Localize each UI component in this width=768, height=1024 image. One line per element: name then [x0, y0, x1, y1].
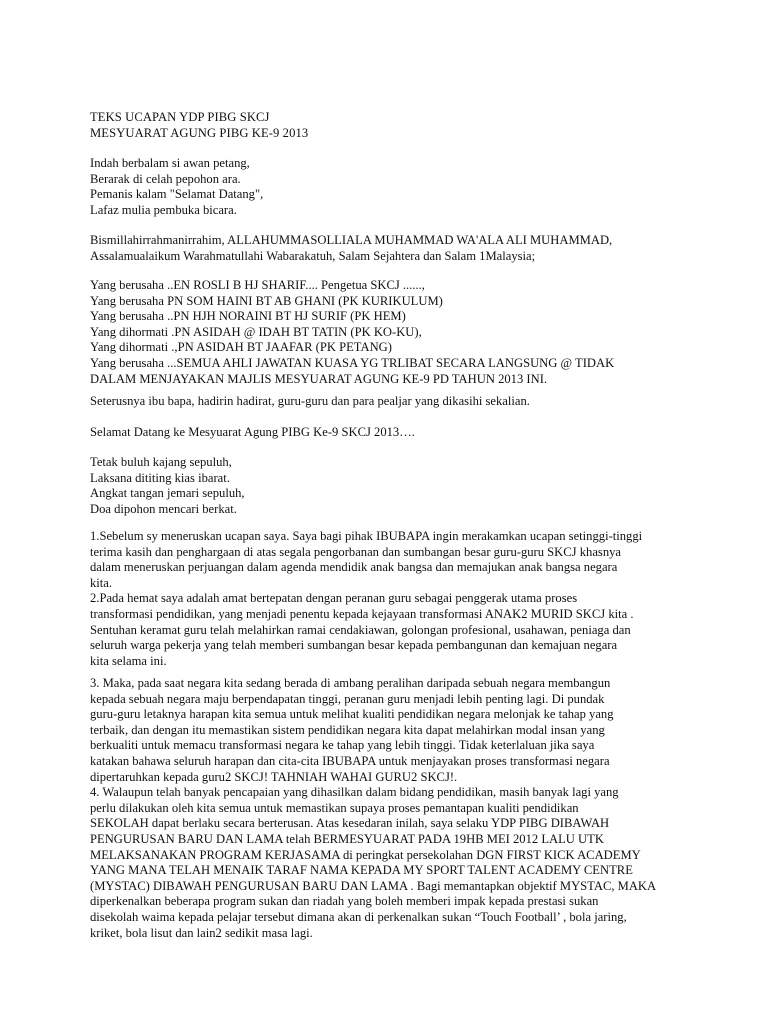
pantun-second [90, 455, 690, 517]
text-line: terbaik, dan dengan itu memastikan sistem pendidikan negara kita dapat melahirkan modal insan yang [90, 722, 605, 737]
text-line: 3. Maka, pada saat negara kita sedang berada di ambang peralihan daripada sebuah negara membangun [90, 676, 611, 690]
pantun-opening [90, 156, 690, 218]
greeting-paragraph [90, 233, 690, 264]
text-line: 2.Pada hemat saya adalah amat bertepatan dengan peranan guru sebagai penggerak utama proses [90, 591, 578, 606]
verse-line: Doa dipohon mencari berkat. [90, 501, 237, 516]
document-title [90, 110, 690, 141]
text-line: kepada sebuah negara maju berpendapatan tinggi, peranan guru menjadi lebih penting lagi. Di pundak [90, 691, 605, 706]
title-line: MESYUARAT AGUNG PIBG KE-9 2013 [90, 125, 309, 140]
verse-line: Indah berbalam si awan petang, [90, 156, 250, 170]
text-line: 4. Walaupun telah banyak pencapaian yang dihasilkan dalam bidang pendidikan, masih banyak lagi yang [90, 785, 619, 800]
text-line: diperkenalkan beberapa program sukan dan riadah yang boleh memberi impak kepada prestasi sukan [90, 894, 599, 909]
text-line: PENGURUSAN BARU DAN LAMA telah BERMESYUARAT PADA 19HB MEI 2012 LALU UTK [90, 831, 604, 846]
verse-line: Lafaz mulia pembuka bicara. [90, 202, 237, 217]
honorific-line: DALAM MENJAYAKAN MAJLIS MESYUARAT AGUNG KE-9 PD TAHUN 2013 INI. [90, 371, 548, 386]
text-line: Selamat Datang ke Mesyuarat Agung PIBG Ke-9 SKCJ 2013…. [90, 425, 415, 439]
verse-line: Laksana dititing kias ibarat. [90, 470, 230, 485]
text-line: katakan bahawa seluruh harapan dan cita-cita IBUBAPA untuk menjayakan proses transformasi negara [90, 753, 610, 768]
honorific-line: Yang dihormati .PN ASIDAH @ IDAH BT TATIN (PK KO-KU), [90, 324, 422, 339]
honorific-line: Yang berusaha ..EN ROSLI B HJ SHARIF.... Pengetua SKCJ ......, [90, 278, 425, 292]
verse-line: Pemanis kalam "Selamat Datang", [90, 187, 264, 202]
text-line: seluruh warga pekerja yang telah memberi sumbangan besar kepada pembangunan dan kemajuan negara [90, 638, 618, 653]
text-line: berkualiti untuk memacu transformasi negara ke tahap yang lebih tinggi. Tidak keterlaluan jika saya [90, 738, 595, 753]
text-line: dalam meneruskan perjuangan dalam agenda mendidik anak bangsa dan memajukan anak bangsa negara [90, 560, 618, 575]
text-line: disekolah waima kepada pelajar tersebut dimana akan di perkenalkan sukan “Touch Football’ , bola jaring, [90, 909, 627, 924]
text-line: (MYSTAC) DIBAWAH PENGURUSAN BARU DAN LAMA . Bagi memantapkan objektif MYSTAC, MAKA [90, 878, 657, 893]
text-line: Seterusnya ibu bapa, hadirin hadirat, guru-guru dan para pealjar yang dikasihi sekalian. [90, 394, 530, 408]
text-line: kita. [90, 575, 113, 590]
honorific-line: Yang berusaha ..PN HJH NORAINI BT HJ SURIF (PK HEM) [90, 309, 406, 324]
verse-line: Angkat tangan jemari sepuluh, [90, 486, 245, 501]
text-line: SEKOLAH dapat berlaku secara berterusan. Atas kesedaran inilah, saya selaku YDP PIBG DIBAWAH [90, 816, 610, 831]
honorific-line: Yang berusaha ...SEMUA AHLI JAWATAN KUASA YG TRLIBAT SECARA LANGSUNG @ TIDAK [90, 355, 615, 370]
verse-line: Tetak buluh kajang sepuluh, [90, 455, 232, 469]
text-line: transformasi pendidikan, yang menjadi penentu kepada kejayaan transformasi ANAK2 MURID SKCJ kita . [90, 606, 634, 621]
text-line: kriket, bola lisut dan lain2 sedikit masa lagi. [90, 925, 313, 940]
paragraphs-1-2 [90, 529, 690, 669]
verse-line: Berarak di celah pepohon ara. [90, 171, 241, 186]
welcome-line [90, 425, 690, 441]
text-line: MELAKSANAKAN PROGRAM KERJASAMA di peringkat persekolahan DGN FIRST KICK ACADEMY [90, 847, 641, 862]
text-line: guru-guru letaknya harapan kita semua untuk melihat kualiti pendidikan negara melonjak ke tahap yang [90, 707, 614, 722]
text-line: YANG MANA TELAH MENAIK TARAF NAMA KEPADA MY SPORT TALENT ACADEMY CENTRE [90, 863, 633, 878]
text-line: perlu dilakukan oleh kita semua untuk memastikan supaya proses pemantapan kualiti pendidikan [90, 800, 579, 815]
paragraphs-3-4 [90, 676, 690, 941]
text-line: Assalamualaikum Warahmatullahi Wabarakatuh, Salam Sejahtera dan Salam 1Malaysia; [90, 248, 536, 263]
title-line: TEKS UCAPAN YDP PIBG SKCJ [90, 110, 270, 124]
text-line: kita selama ini. [90, 653, 167, 668]
text-line: Bismillahirrahmanirrahim, ALLAHUMMASOLLIALA MUHAMMAD WA'ALA ALI MUHAMMAD, [90, 233, 613, 247]
text-line: Sentuhan keramat guru telah melahirkan ramai cendakiawan, golongan profesional, usahawan, peniaga dan [90, 622, 631, 637]
text-line: terima kasih dan penghargaan di atas segala pengorbanan dan sumbangan besar guru-guru SKCJ khasnya [90, 544, 621, 559]
audience-greeting [90, 394, 690, 410]
honorific-line: Yang dihormati .,PN ASIDAH BT JAAFAR (PK PETANG) [90, 340, 392, 355]
honorifics-list [90, 278, 690, 387]
honorific-line: Yang berusaha PN SOM HAINI BT AB GHANI (PK KURIKULUM) [90, 293, 443, 308]
text-line: 1.Sebelum sy meneruskan ucapan saya. Saya bagi pihak IBUBAPA ingin merakamkan ucapan setinggi-tinggi [90, 529, 643, 543]
text-line: dipertaruhkan kepada guru2 SKCJ! TAHNIAH WAHAI GURU2 SKCJ!. [90, 769, 458, 784]
